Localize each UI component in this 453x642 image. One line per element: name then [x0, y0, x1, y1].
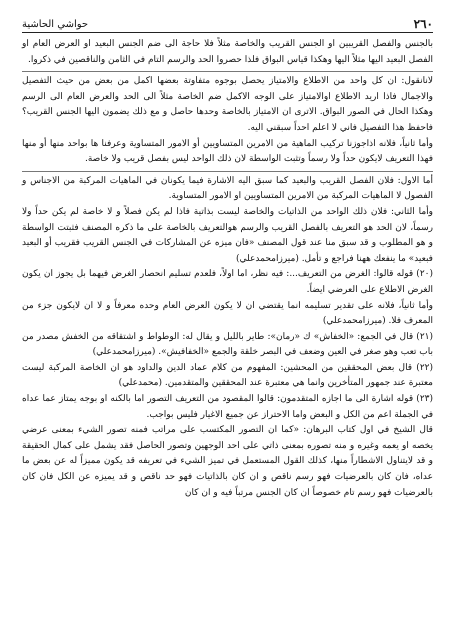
footnote: (٢٢) قال بعض المحققين من المحشين: المفهوم من كلام عماد الدين والداود هو ان الخاصة المركبة ليست معتبرة عند جمهور المتأخرين وانما هي معتبرة عند المحققين والمتقدمين. (محمدعلي): [22, 362, 433, 389]
paragraph: بالجنس والفصل القريبين او الجنس القريب والخاصة مثلاً فلا حاجة الى ضم الجنس البعيد او العرض العام او الفصل البعيد اليها مثلاً اليها وهكذا قياس البواق فلذا حصروا الحد والرسم التام في الثامن والناقصين في ذكروا.: [22, 39, 433, 65]
section-divider: [22, 71, 433, 72]
paragraph: وأما ثانياً، فلانه اذاجوزنا تركيب الماهية من الامرين المتساويين أو الامور المتساوية وعرفنا ها بواحد منها أو منها فهذا التعريف لايكون حداً ولا رسماً وتثبت الواسطة لان ذلك الواحد ليس بفصل قريب ولا خاصة.: [22, 138, 433, 165]
page-header: [22, 14, 433, 33]
page-body: [22, 37, 433, 501]
paragraph: قال الشيخ في اول كتاب البرهان: «كما ان التصور المكتسب على مراتب فمنه تصور الشيء بمعنى عرضي يخصه او يعمه وغيره و منه تصوره بمعنى ذاتي على احد الوجهين وتصور الحاصل فقد يشمل على كمال الحقيقة و قد لايتناول الاشطاراً منها، كذلك القول المستعمل في تميز الشيء في تعريفه قد يكون مميزاً له عن بعض ما عداه، فان كان بالعرضيات فهو رسم ناقص و ان كان بالذاتيات فهو حد ناقص و قد يميزه عن الكل فان كان بالعرضيات فهو رسم تام خصوصاً ان كان الجنس مرتباً فيه و ان كان: [22, 425, 433, 498]
running-title: حواشي الحاشية: [22, 19, 89, 30]
page-number: ٢٦٠: [413, 17, 433, 31]
paragraph: أما الاول: فلان الفصل القريب والبعيد كما سبق اليه الاشارة فيما يكونان في الماهيات المركبة من الاجناس و الفصول لا الماهيات المركبة من الامرين المتساويين او الامور المتساوية.: [22, 175, 433, 202]
footnote: (٢٣) قوله اشارة الى ما اجازه المتقدمون: قالوا المقصود من التعريف التصور اما بالكنه او بوجه يمتاز عما عداه في الجملة اعم من الكل و البعض واما الاحتراز عن جميع الاغيار فليس بواجب.: [22, 394, 433, 420]
paragraph: وأما الثاني: فلان ذلك الواحد من الذاتيات والخاصة ليست بذاتية فاذا لم يكن فصلاً و لا خاصة لم يكن حداً ولا رسماً، لان الحد هو التعريف بالفصل القريب والرسم هوالتعريف بالخاصة على ما ذكره المصنف فثبتت الواسطة و هو المطلوب و قد سبق منا عند قول المصنف «فان ميزه عن المشاركات في الجنس القريب فقريب أو البعيد فبعيد» ما ينفعك ههنا فراجع و تأمل. (ميرزامحمدعلي): [22, 206, 433, 264]
paragraph: لانانقول: ان كل واحد من الاطلاع والامتياز يحصل بوجوه متفاوتة بعضها اكمل من بعض من حيث التفصيل والاجمال فاذا اريد الاطلاع اوالامتياز على الوجه الاكمل ضم الخاصة مثلاً الى الحد والعرض العام الى الرسم وهكذا الحال في الصور البواق. الاترى ان الامتياز بالخاصة وحدها حاصل و مع ذلك يضمون اليها الجنس القريب؟ فاحفظ هذا التفصيل فاني لا اعلم احداً سبقني اليه.: [22, 76, 433, 133]
footnote: (٢١) قال في الجمع: «الخفاش» ك «رمان»: طاير بالليل و يقال له: الوطواط و اشتقاقه من الخفش مصدر من باب تعب وهو صغر في العين وضعف في البصر خلقة والجمع «الخفافيش». (ميرزامحمدعلي): [22, 331, 433, 358]
paragraph: وأما ثانياً، فلانه على تقدير تسليمه انما يقتضي ان لا يكون العرض العام وحده معرفاً و لا ان لايكون جزء من المعرف فلا. (ميرزامحمدعلي): [22, 300, 433, 327]
section-divider: [22, 171, 433, 172]
footnote: (٢٠) قوله قالوا: الغرض من التعريف...: فيه نظر، اما اولاً، فلعدم تسليم انحصار الغرض فيهما بل يجوز ان يكون الغرض الاطلاع على العرضي ايضاً.: [22, 269, 433, 295]
